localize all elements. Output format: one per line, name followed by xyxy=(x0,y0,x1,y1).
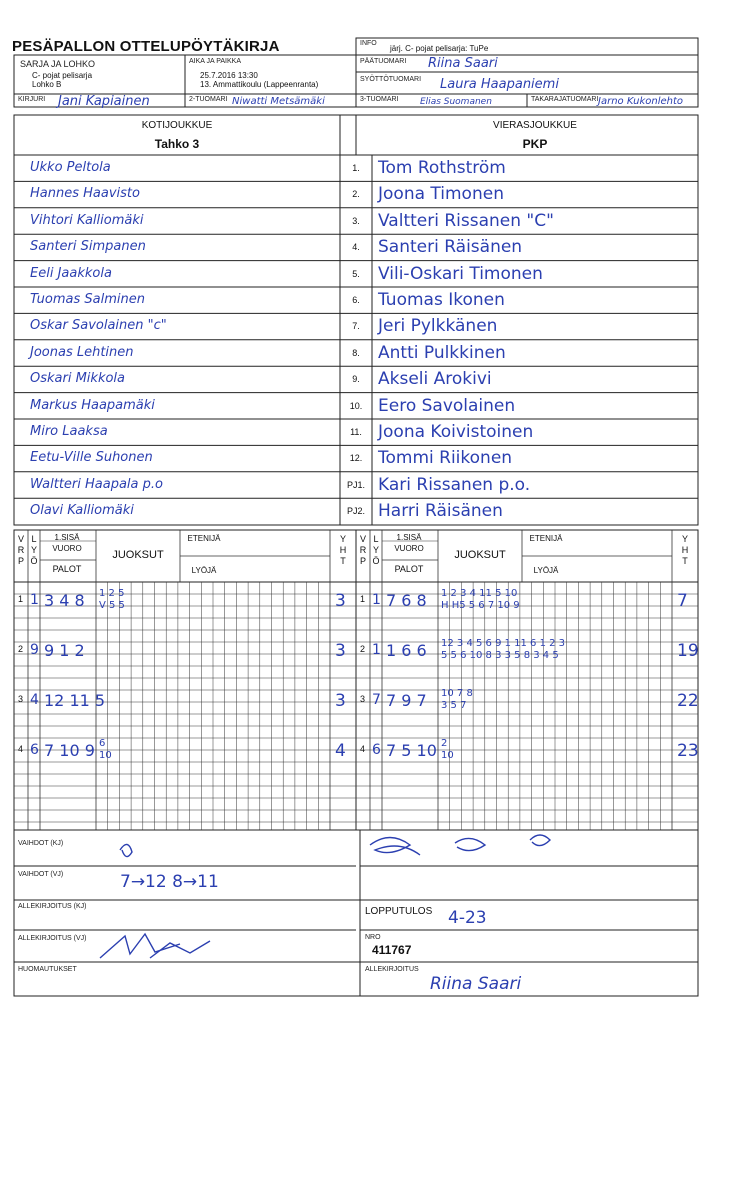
nro-label: NRO xyxy=(365,934,381,941)
batting-order-number: 10. xyxy=(349,400,363,411)
inning-vrp: 2 xyxy=(18,644,24,654)
syottotuomari-value: Laura Haapaniemi xyxy=(440,77,559,92)
inning-vrp: 2 xyxy=(360,644,366,654)
home-player-name: Vihtori Kalliomäki xyxy=(30,212,144,228)
inning-palot: 7 5 10 xyxy=(386,741,437,760)
inning-vrp: 3 xyxy=(18,694,24,704)
inning-vrp: 4 xyxy=(18,744,24,754)
tuomari2-label: 2-TUOMARI xyxy=(189,96,228,103)
inning-lyo: 6 xyxy=(30,742,39,758)
inning-runs-top: 6 xyxy=(99,738,106,749)
kirjuri-label: KIRJURI xyxy=(18,96,46,103)
lyo-header: L Y Ö xyxy=(372,534,380,566)
allekirjoitus-label: ALLEKIRJOITUS xyxy=(365,966,419,973)
inning-vrp: 4 xyxy=(360,744,366,754)
inning-runs-top: 12 3 4 5 6 9 1 11 6 1 2 3 xyxy=(441,638,566,649)
batting-order-number: 12. xyxy=(349,453,363,464)
sarja-value-2: Lohko B xyxy=(32,80,62,89)
home-player-name: Tuomas Salminen xyxy=(30,292,145,307)
inning-lyo: 1 xyxy=(30,592,39,608)
inning-runs-top: 10 7 8 xyxy=(441,688,473,699)
vrp-header: V R P xyxy=(17,534,25,566)
inning-total: 4 xyxy=(335,741,346,761)
away-player-name: Valtteri Rissanen "C" xyxy=(378,210,554,231)
sisa-vuoro-header: 1.SISÄ VUORO xyxy=(394,533,424,553)
lyo-header: L Y Ö xyxy=(30,534,38,566)
inning-lyo: 1 xyxy=(372,642,381,658)
inning-palot: 3 4 8 xyxy=(44,591,85,610)
inning-lyo: 7 xyxy=(372,692,381,708)
inning-lyo: 9 xyxy=(30,642,39,658)
paatuomari-value: Riina Saari xyxy=(428,56,498,71)
vaihdot-vj-label: VAIHDOT (VJ) xyxy=(18,871,64,878)
vrp-header: V R P xyxy=(359,534,367,566)
away-player-name: Harri Räisänen xyxy=(378,501,503,522)
batting-order-number: 5. xyxy=(352,268,360,279)
lyoja-header: LYÖJÄ xyxy=(191,566,217,575)
nro-value: 411767 xyxy=(372,943,412,957)
batting-order-number: 11. xyxy=(350,427,362,437)
away-player-name: Eero Savolainen xyxy=(378,395,516,416)
vaihdot-vj-value: 7→12 8→11 xyxy=(120,872,219,892)
juoksut-header: JUOKSUT xyxy=(112,549,164,561)
inning-total: 3 xyxy=(335,691,346,711)
info-value: järj. C- pojat pelisarja: TuPe xyxy=(390,44,489,53)
home-player-name: Miro Laaksa xyxy=(30,424,108,439)
inning-runs-top: 2 xyxy=(441,738,448,749)
batting-order-number: 9. xyxy=(352,374,360,385)
yht-header: Y H T xyxy=(681,534,689,566)
tuomari3-label: 3-TUOMARI xyxy=(360,96,399,103)
syottotuomari-label: SYÖTTÖTUOMARI xyxy=(360,76,422,83)
batting-order-number: PJ1. xyxy=(346,479,365,490)
home-player-name: Hannes Haavisto xyxy=(30,186,140,202)
aika-label: AIKA JA PAIKKA xyxy=(189,58,242,65)
away-player-name: Tommi Riikonen xyxy=(378,448,513,469)
lopputulos-label: LOPPUTULOS xyxy=(365,906,433,917)
batting-order-number: 2. xyxy=(352,189,360,200)
inning-vrp: 1 xyxy=(18,594,24,604)
away-player-name: Santeri Räisänen xyxy=(378,237,523,258)
yht-header: Y H T xyxy=(339,534,347,566)
aika-value-2: 13. Ammattikoulu (Lappeenranta) xyxy=(200,80,319,89)
away-player-name: Antti Pulkkinen xyxy=(378,342,506,363)
aika-value-1: 25.7.2016 13:30 xyxy=(200,71,258,80)
inning-total: 3 xyxy=(335,591,346,611)
takarajatuomari-label: TAKARAJATUOMARI xyxy=(531,96,599,103)
inning-total: 3 xyxy=(335,641,346,661)
paatuomari-label: PÄÄTUOMARI xyxy=(360,58,407,65)
inning-vrp: 1 xyxy=(360,594,366,604)
juoksut-header: JUOKSUT xyxy=(454,549,506,561)
home-player-name: Eetu-Ville Suhonen xyxy=(30,450,153,466)
home-team-label: KOTIJOUKKUE xyxy=(141,120,213,131)
tuomari2-value: Niwatti Metsämäki xyxy=(232,96,325,107)
lyoja-header: LYÖJÄ xyxy=(533,566,559,575)
sarja-value-1: C- pojat pelisarja xyxy=(32,71,93,80)
away-player-name: Vili-Oskari Timonen xyxy=(378,263,543,284)
inning-total: 23 xyxy=(677,741,699,761)
tuomari3-value: Elias Suomanen xyxy=(420,97,492,107)
away-player-name: Akseli Arokivi xyxy=(378,369,492,390)
info-label: INFO xyxy=(360,40,377,47)
home-player-name: Oskar Savolainen "c" xyxy=(30,318,167,334)
allekirjoitus-kj-label: ALLEKIRJOITUS (KJ) xyxy=(18,903,87,910)
allekirjoitus-vj-label: ALLEKIRJOITUS (VJ) xyxy=(18,935,87,942)
inning-runs-bottom: 10 xyxy=(99,750,112,761)
home-player-name: Oskari Mikkola xyxy=(30,371,126,387)
page-title: PESÄPALLON OTTELUPÖYTÄKIRJA xyxy=(12,38,280,55)
home-player-name: Santeri Simpanen xyxy=(30,239,146,255)
inning-runs-bottom: V 5 5 xyxy=(99,600,125,611)
inning-lyo: 1 xyxy=(372,592,381,608)
inning-total: 19 xyxy=(677,641,699,661)
inning-palot: 7 9 7 xyxy=(386,691,427,710)
away-team-name: PKP xyxy=(522,137,548,151)
home-player-name: Eeli Jaakkola xyxy=(30,265,112,281)
takarajatuomari-value: Jarno Kukonlehto xyxy=(598,96,684,107)
inning-palot: 12 11 5 xyxy=(44,691,106,710)
inning-palot: 9 1 2 xyxy=(44,641,85,660)
away-team-label: VIERASJOUKKUE xyxy=(493,120,577,131)
palot-header: PALOT xyxy=(52,564,82,574)
away-player-name: Joona Koivistoinen xyxy=(378,422,534,442)
inning-runs-bottom: H H5 5 6 7 10 9 xyxy=(441,600,520,611)
inning-runs-top: 1 2 5 xyxy=(99,588,125,599)
vaihdot-kj-label: VAIHDOT (KJ) xyxy=(18,840,64,847)
batting-order-number: 1. xyxy=(352,163,360,173)
home-team-name: Tahko 3 xyxy=(154,137,200,151)
home-player-name: Waltteri Haapala p.o xyxy=(30,476,163,492)
inning-runs-bottom: 10 xyxy=(441,750,454,761)
away-player-name: Joona Timonen xyxy=(378,184,504,205)
palot-header: PALOT xyxy=(394,564,424,574)
inning-runs-bottom: 5 5 6 10 8 3 3 5 8 3 4 5 xyxy=(441,650,559,661)
inning-lyo: 4 xyxy=(30,692,39,708)
allekirjoitus-value: Riina Saari xyxy=(430,974,522,994)
inning-runs-top: 1 2 3 4 11 5 10 xyxy=(441,588,518,599)
inning-total: 7 xyxy=(677,591,688,611)
batting-order-number: 4. xyxy=(352,242,360,253)
away-player-name: Tuomas Ikonen xyxy=(378,290,505,310)
inning-palot: 7 6 8 xyxy=(386,591,427,610)
huomautukset-label: HUOMAUTUKSET xyxy=(18,966,77,973)
inning-lyo: 6 xyxy=(372,742,381,758)
batting-order-number: 3. xyxy=(352,215,360,226)
home-player-name: Ukko Peltola xyxy=(30,160,111,175)
etenija-header: ETENIJÄ xyxy=(187,534,221,543)
batting-order-number: 6. xyxy=(352,295,360,305)
inning-vrp: 3 xyxy=(360,694,366,704)
inning-palot: 7 10 9 xyxy=(44,741,95,760)
batting-order-number: PJ2. xyxy=(346,506,365,517)
inning-runs-bottom: 3 5 7 xyxy=(441,700,467,711)
etenija-header: ETENIJÄ xyxy=(529,534,563,543)
away-player-name: Jeri Pylkkänen xyxy=(378,316,498,337)
sisa-vuoro-header: 1.SISÄ VUORO xyxy=(52,533,82,553)
batting-order-number: 8. xyxy=(352,347,360,358)
home-player-name: Olavi Kalliomäki xyxy=(30,503,134,519)
kirjuri-value: Jani Kapiainen xyxy=(58,94,150,109)
batting-order-number: 7. xyxy=(352,321,360,332)
home-player-name: Markus Haapamäki xyxy=(30,397,155,413)
inning-palot: 1 6 6 xyxy=(386,641,427,660)
lopputulos-value: 4-23 xyxy=(448,908,487,928)
sarja-label: SARJA JA LOHKO xyxy=(20,59,96,69)
inning-total: 22 xyxy=(677,691,699,711)
away-player-name: Kari Rissanen p.o. xyxy=(378,474,531,495)
home-player-name: Joonas Lehtinen xyxy=(30,344,134,360)
away-player-name: Tom Rothström xyxy=(378,158,506,178)
